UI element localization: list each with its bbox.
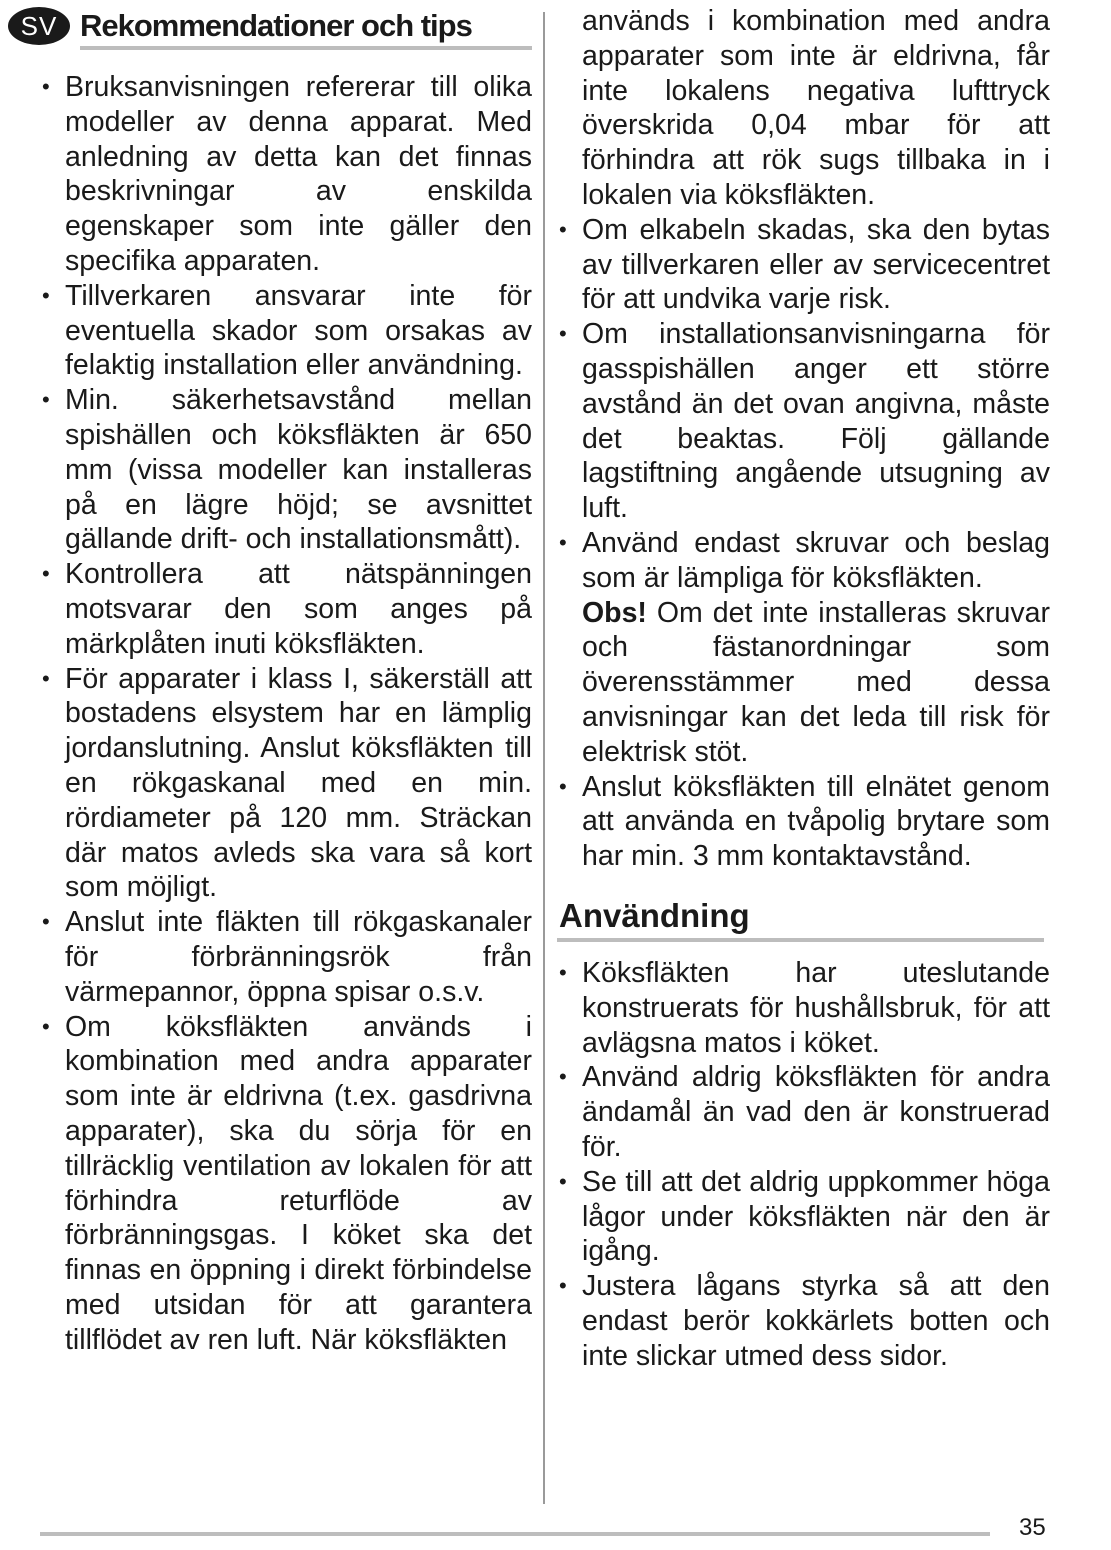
column-divider — [543, 12, 545, 1504]
bullet-icon: • — [42, 1013, 50, 1039]
footer-rule — [40, 1532, 990, 1536]
list-item: • Justera lågans styrka så att den endast berör kokkärlets botten och inte slickar utmed dess sidor. — [559, 1270, 1050, 1372]
list-item: • Min. säkerhetsavstånd mellan spishällen och köksfläkten är 650 mm (vissa modeller kan installeras på en lägre höjd; se avsnittet gällande drift- och installationsmått). — [42, 384, 532, 556]
bullet-icon: • — [559, 959, 567, 985]
bullet-icon: • — [42, 74, 50, 99]
language-badge: SV — [8, 7, 70, 45]
warning-text: Om det inte installeras skruvar och fästanordningar som överensstämmer med dessa anvisningar kan det leda till risk för elektrisk stöt. — [582, 596, 1050, 768]
bullet-icon: • — [42, 909, 50, 935]
usage-section-title: Användning — [559, 896, 750, 934]
list-item: • Om elkabeln skadas, ska den bytas av tillverkaren eller av servicecentret för att undvika varje risk. — [559, 213, 1050, 316]
list-item: • Anslut inte fläkten till rökgaskanaler för förbränningsrök från värmepannor, öppna spisar o.s.v. — [42, 906, 532, 1008]
list-item: • Se till att det aldrig uppkommer höga lågor under köksfläkten när den är igång. — [559, 1165, 1050, 1268]
bullet-icon: • — [559, 1273, 567, 1299]
left-column — [40, 70, 532, 1357]
list-item: • För apparater i klass I, säkerställ att bostadens elsystem har en lämplig jordanslutning. Anslut köksfläkten till en rökgaskanal med en min. rördiameter på 120 mm. Sträckan där matos avleds ska vara så kort som möjligt. — [42, 662, 532, 904]
list-item: • Använd aldrig köksfläkten för andra ändamål än vad den är konstruerad för. — [559, 1061, 1050, 1163]
bullet-icon: • — [559, 529, 567, 555]
continued-paragraph: används i kombination med andra apparater som inte är eldrivna, får inte lokalens negativa lufttryck överskrida 0,04 mbar för att förhindra att rök sugs tillbaka in i lokalen via köksfläkten. — [582, 5, 1050, 211]
bullet-icon: • — [559, 1168, 567, 1194]
title-underline — [80, 46, 532, 50]
section-header — [8, 4, 472, 48]
page-number: 35 — [1019, 1514, 1046, 1541]
bullet-icon: • — [559, 216, 567, 242]
warning-note — [557, 596, 1050, 770]
bullet-icon: • — [559, 321, 567, 347]
list-item: • Köksfläkten har uteslutande konstruerats för hushållsbruk, för att avlägsna matos i köket. — [559, 956, 1050, 1059]
warning-label: Obs! — [582, 596, 647, 629]
bullet-icon: • — [42, 561, 50, 587]
usage-section-underline — [557, 938, 1044, 942]
list-item: • Anslut köksfläkten till elnätet genom att använda en tvåpolig brytare som har min. 3 mm kontaktavstånd. — [559, 770, 1050, 873]
list-item: • Kontrollera att nätspänningen motsvarar den som anges på märkplåten inuti köksfläkten. — [42, 558, 532, 660]
page-title: Rekommendationer och tips — [80, 8, 472, 43]
bullet-icon: • — [42, 387, 50, 413]
bullet-icon: • — [42, 665, 50, 691]
right-column — [557, 4, 1050, 1373]
list-item: • Bruksanvisningen refererar till olika modeller av denna apparat. Med anledning av detta kan det finnas beskrivningar av enskilda egenskaper som inte gäller den specifika apparaten. — [42, 71, 532, 277]
bullet-icon: • — [559, 1064, 567, 1090]
bullet-icon: • — [559, 773, 567, 799]
list-item: • Tillverkaren ansvarar inte för eventuella skador som orsakas av felaktig installation eller användning. — [42, 279, 532, 382]
bullet-icon: • — [42, 282, 50, 308]
list-item: • Använd endast skruvar och beslag som är lämpliga för köksfläkten. — [559, 526, 1050, 594]
list-item: • Om köksfläkten används i kombination med andra apparater som inte är eldrivna (t.ex. gasdrivna apparater), ska du sörja för en tillräcklig ventilation av lokalen för att förhindra returflöde av förbränningsgas. I köket ska det finnas en öppning i direkt förbindelse med utsidan för att garantera tillflödet av ren luft. När köksfläkten — [42, 1010, 532, 1356]
list-item: • Om installationsanvisningarna för gasspishällen anger ett större avstånd än det ovan angivna, måste det beaktas. Följ gällande lagstiftning angående utsugning av luft. — [559, 318, 1050, 525]
